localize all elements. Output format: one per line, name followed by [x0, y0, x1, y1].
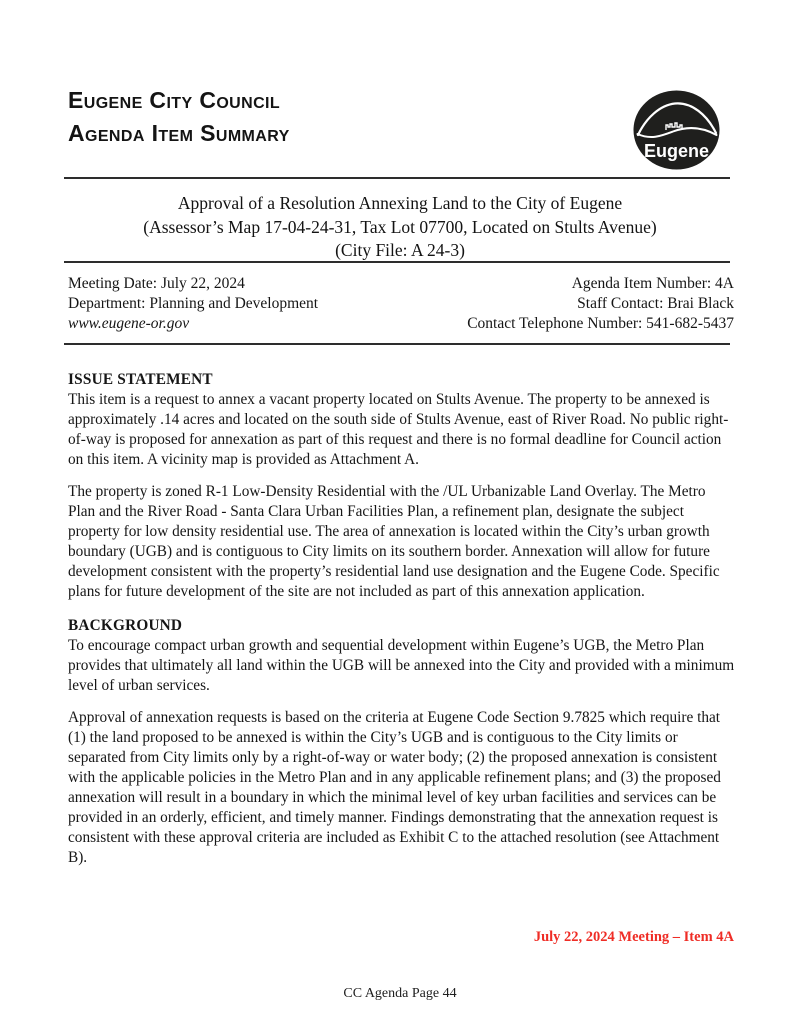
paragraph: This item is a request to annex a vacant property located on Stults Avenue. The property to be annexed is approximately .14 acres and located on the south side of Stults Avenue, east of River Road. No public right-of-way is proposed for annexation as part of this request and there is no formal deadline for Council action on this item. A vicinity map is provided as Attachment A. — [68, 391, 729, 468]
logo-wordmark: Eugene — [643, 141, 710, 161]
agenda-item-number: Agenda Item Number: 4A — [571, 275, 734, 292]
section-heading: ISSUE STATEMENT — [68, 371, 213, 388]
org-name: Eugene City Council — [68, 87, 281, 113]
section-heading: BACKGROUND — [68, 617, 183, 634]
meta-left-column — [68, 274, 318, 333]
eugene-city-logo — [633, 90, 720, 170]
staff-contact: Staff Contact: Brai Black — [577, 294, 734, 312]
title-line-1: Approval of a Resolution Annexing Land to the City of Eugene — [177, 193, 623, 213]
paragraph: Approval of annexation requests is based on the criteria at Eugene Code Section 9.7825 which require that (1) the land proposed to be annexed is within the City’s UGB and is contiguous to the City limits or separated from City limits only by a right-of-way or water body; (2) the proposed annexation is consistent with the applicable policies in the Metro Plan and in any applicable refinement plans; and (3) the proposed annexation will result in a boundary in which the minimal level of key urban facilities and services can be provided in an orderly, efficient, and timely manner. Findings demonstrating that the annexation request is consistent with these approval criteria are included as Exhibit C to the attached resolution (see Attachment B). — [68, 709, 721, 866]
meeting-item-ref: July 22, 2024 Meeting – Item 4A — [533, 929, 734, 945]
website-url: www.eugene-or.gov — [68, 314, 190, 332]
title-line-2: (Assessor’s Map 17-04-24-31, Tax Lot 07700, Located on Stults Avenue) — [143, 216, 657, 237]
meta-right-column — [467, 274, 734, 333]
title-line-3: (City File: A 24-3) — [335, 240, 465, 260]
section-background — [68, 616, 736, 868]
divider-top — [64, 177, 730, 179]
document-title — [50, 192, 750, 263]
paragraph: The property is zoned R-1 Low-Density Residential with the /UL Urbanizable Land Overlay. The Metro Plan and the River Road - Santa Clara Urban Facilities Plan, a refinement plan, designate the subject property for low density residential use. The area of annexation is located within the City’s urban growth boundary (UGB) and is contiguous to City limits on its southern border. Annexation will allow for future development consistent with the property’s residential land use designation and the Eugene Code. Specific plans for future development of the site are not included as part of this annexation application. — [68, 483, 720, 600]
page-number: CC Agenda Page 44 — [343, 986, 457, 1001]
divider-under-title — [64, 261, 730, 263]
eugene-logo-icon — [633, 90, 720, 170]
document-body — [68, 370, 736, 880]
department: Department: Planning and Development — [68, 294, 319, 312]
meta-block — [68, 274, 734, 333]
section-issue-statement — [68, 370, 736, 602]
header-org-block — [68, 84, 290, 150]
paragraph: To encourage compact urban growth and sequential development within Eugene’s UGB, the Metro Plan provides that ultimately all land within the UGB will be annexed into the City and provided with a minimum level of urban services. — [68, 637, 735, 694]
divider-under-meta — [64, 343, 730, 345]
doc-type-title: Agenda Item Summary — [68, 120, 290, 146]
meeting-date: Meeting Date: July 22, 2024 — [68, 275, 245, 292]
contact-phone: Contact Telephone Number: 541-682-5437 — [467, 314, 734, 332]
